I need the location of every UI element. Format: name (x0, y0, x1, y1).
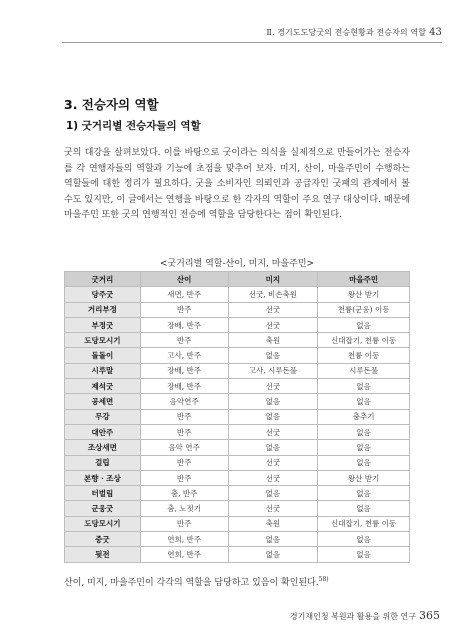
table-cell: 신대잡기, 천륭 이동 (318, 516, 410, 531)
table-header-row (65, 272, 410, 287)
table-row-label: 본향 · 조상 (65, 470, 141, 485)
table-cell: 반주 (140, 455, 228, 470)
table-row-label: 거리부정 (65, 302, 141, 317)
table-cell: 없음 (318, 424, 410, 439)
table-cell: 춤, 반주 (140, 486, 228, 501)
table-cell: 장배, 반주 (140, 317, 228, 332)
table-cell: 선굿 (228, 470, 318, 485)
table-row (65, 333, 410, 348)
table-cell: 춤추기 (318, 409, 410, 424)
table-row (65, 486, 410, 501)
table-cell: 축원 (228, 516, 318, 531)
table-cell: 천륭 이동 (318, 348, 410, 363)
table-cell: 고사, 시루돈풀 (228, 363, 318, 378)
table-row (65, 317, 410, 332)
table-cell: 없음 (318, 455, 410, 470)
table-cell: 선굿 (228, 424, 318, 439)
body-paragraph: 굿의 대강을 살펴보았다. 이를 바탕으로 굿이라는 의식을 실제적으로 만들어가는 전승자를 각 연행자들의 역할과 기능에 초점을 맞추어 보자. 미지, 산이, 마을주민이 수행하는 역할들에 대한 정리가 필요하다. 굿을 소비자인 의뢰인과 공급자인 굿패의 관계에서 볼 수도 있지만, 이 글에서는 연행을 바탕으로 한 각자의 역할이 주요 연구 대상이다. 때문에 마을주민 또한 굿의 연행적인 전승에 역할을 담당한다는 점이 확인된다. (64, 148, 410, 220)
table-cell: 선굿 (228, 379, 318, 394)
table-row-label: 터벌림 (65, 486, 141, 501)
table-cell: 왕산 받기 (318, 470, 410, 485)
table-row (65, 501, 410, 516)
table-cell: 반주 (140, 409, 228, 424)
table-cell: 왕산 받기 (318, 287, 410, 302)
table-header-cell: 미지 (228, 272, 318, 287)
table-row-label: 도당모시기 (65, 333, 141, 348)
table-row-label: 대안주 (65, 424, 141, 439)
table-row (65, 455, 410, 470)
table-cell: 춤, 노젓기 (140, 501, 228, 516)
table-row (65, 302, 410, 317)
footnote-mark: 58) (318, 576, 329, 583)
table-cell: 반주 (140, 333, 228, 348)
table-header-cell: 굿거리 (65, 272, 141, 287)
table-cell: 없음 (228, 440, 318, 455)
table-row (65, 409, 410, 424)
table-header-cell: 산이 (140, 272, 228, 287)
table-cell: 없음 (318, 440, 410, 455)
table-row-label: 무강 (65, 409, 141, 424)
table-row (65, 379, 410, 394)
table-row-label: 군웅굿 (65, 501, 141, 516)
table-cell: 천륭(군웅) 이동 (318, 302, 410, 317)
table-cell: 선굿 (228, 501, 318, 516)
table-header-cell: 마을주민 (318, 272, 410, 287)
table-row (65, 348, 410, 363)
table-cell: 반주 (140, 302, 228, 317)
table-cell: 시루돈풀 (318, 363, 410, 378)
running-footer-text: 경기재인청 복원과 활용을 위한 연구 (289, 612, 416, 621)
table-row (65, 363, 410, 378)
table-cell: 축원 (228, 333, 318, 348)
table-row-label: 시루말 (65, 363, 141, 378)
table-cell: 없음 (318, 394, 410, 409)
table-cell: 반주 (140, 424, 228, 439)
table-cell: 반주 (140, 470, 228, 485)
table-cell: 없음 (318, 317, 410, 332)
table-row (65, 287, 410, 302)
table-caption: <굿거리별 역할-산이, 미지, 마을주민> (159, 259, 315, 269)
table-row-label: 뒷전 (65, 547, 141, 562)
table-cell: 새면, 반주 (140, 287, 228, 302)
table-cell: 없음 (228, 409, 318, 424)
table-row-label: 부정굿 (65, 317, 141, 332)
table-row-label: 공세면 (65, 394, 141, 409)
table-row-label: 돌돌이 (65, 348, 141, 363)
table-row (65, 532, 410, 547)
table-cell: 장배, 반주 (140, 363, 228, 378)
conclusion-line (64, 575, 329, 588)
table-cell: 없음 (318, 379, 410, 394)
table-row-label: 중굿 (65, 532, 141, 547)
table-cell: 장배, 반주 (140, 379, 228, 394)
conclusion-text: 산이, 미지, 마을주민이 각각의 역할을 담당하고 있음이 확인된다. (64, 578, 319, 588)
table-row (65, 516, 410, 531)
table-cell: 신대잡기, 천륭 이동 (318, 333, 410, 348)
running-header (62, 27, 442, 38)
table-row-label: 당주굿 (65, 287, 141, 302)
table-cell: 음악연주 (140, 394, 228, 409)
table-row (65, 424, 410, 439)
table-cell: 연희, 반주 (140, 532, 228, 547)
table-cell: 없음 (228, 486, 318, 501)
table-cell: 없음 (318, 501, 410, 516)
roles-table (64, 271, 410, 563)
section-title: 3. 전승자의 역할 (64, 97, 159, 112)
table-cell: 없음 (228, 348, 318, 363)
table-cell: 선굿 (228, 302, 318, 317)
table-cell: 선굿, 비손축원 (228, 287, 318, 302)
header-divider (62, 42, 442, 43)
roles-table-body (65, 272, 410, 563)
table-row (65, 440, 410, 455)
subsection-title: 1) 굿거리별 전승자들의 역할 (66, 120, 201, 132)
table-cell: 고사, 반주 (140, 348, 228, 363)
table-cell: 없음 (318, 486, 410, 501)
table-row-label: 걸립 (65, 455, 141, 470)
running-footer-page: 365 (419, 609, 440, 622)
table-cell: 선굿 (228, 455, 318, 470)
table-cell: 연희, 반주 (140, 547, 228, 562)
table-row-label: 조상새면 (65, 440, 141, 455)
table-cell: 반주 (140, 516, 228, 531)
table-cell: 음악 연주 (140, 440, 228, 455)
table-cell: 없음 (228, 394, 318, 409)
table-cell: 없음 (318, 532, 410, 547)
table-row-label: 제석굿 (65, 379, 141, 394)
table-row (65, 394, 410, 409)
table-row (65, 470, 410, 485)
running-header-text: Ⅱ. 경기도도당굿의 전승현황과 전승자의 역할 (266, 28, 427, 37)
table-cell: 없음 (228, 532, 318, 547)
table-cell: 선굿 (228, 317, 318, 332)
table-row-label: 도당모시기 (65, 516, 141, 531)
running-header-page: 43 (429, 27, 442, 38)
running-footer (240, 609, 440, 622)
table-row (65, 547, 410, 562)
table-cell: 없음 (318, 547, 410, 562)
table-cell: 없음 (228, 547, 318, 562)
